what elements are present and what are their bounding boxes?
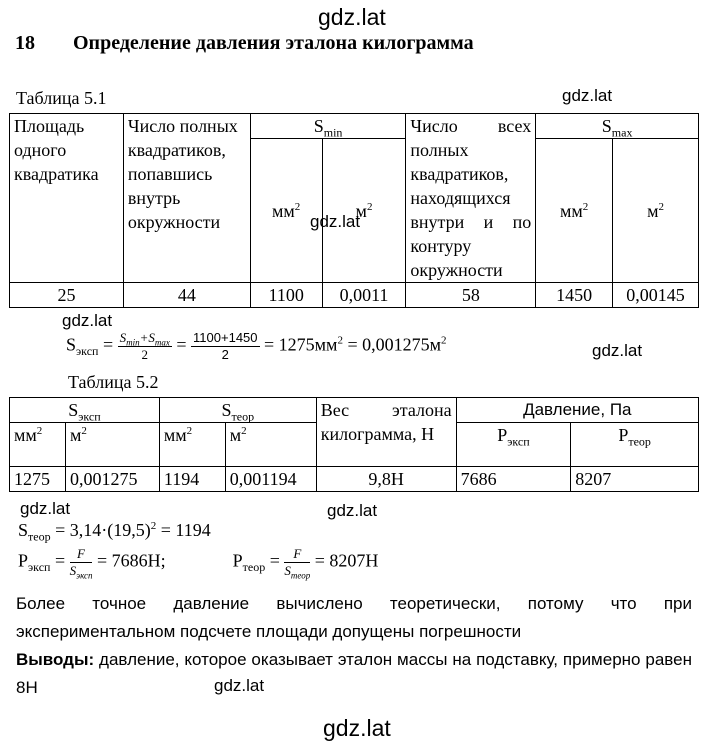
- table-cell: 9,8Н: [316, 467, 456, 492]
- table-cell: 0,00145: [613, 283, 699, 308]
- header-count-inside: Число полных квадратиков, попавшись внутрь окружности: [123, 114, 250, 283]
- watermark: gdz.lat: [327, 501, 378, 520]
- table-cell: 25: [10, 283, 124, 308]
- unit-mm2: $мм^2$: [10, 423, 66, 467]
- table-cell: 0,0011: [322, 283, 406, 308]
- unit-m2: $м^2$: [65, 423, 159, 467]
- formula-pressure: $P_{эксп}$ = $\frac{F}{S_{эксп}}$ = 7686Н; $P_{теор}$ = $\frac{F}{S_{теор}}$ = 8207Н: [18, 546, 379, 581]
- watermark: gdz.lat: [20, 499, 71, 518]
- header-pressure: Давление, Па: [456, 398, 698, 423]
- table-cell: 58: [406, 283, 536, 308]
- header-p-exp: $P_{эксп}$: [456, 423, 571, 467]
- table-cell: 7686: [456, 467, 571, 492]
- header-area: Площадь одного квадратика: [10, 114, 124, 283]
- unit-m2: $м^2$: [613, 139, 699, 283]
- unit-m2: $м^2$: [225, 423, 316, 467]
- unit-mm2: $мм^2$: [159, 423, 225, 467]
- table-cell: 44: [123, 283, 250, 308]
- header-s-teor: $S_{теор}$: [159, 398, 316, 423]
- table-5-2: [9, 397, 699, 492]
- fraction: $\frac{S_{min}+S_{max}}{2}$: [119, 330, 170, 362]
- formula-s-teor: $S_{теор} = 3,14\cdot(19,5)^2 = 1194$: [18, 520, 211, 544]
- table-cell: 1275: [10, 467, 66, 492]
- table1-caption: Таблица 5.1: [16, 88, 107, 108]
- header-s-exp: $S_{эксп}$: [10, 398, 160, 423]
- watermark: gdz.lat: [214, 676, 265, 695]
- watermark-bottom: gdz.lat: [323, 715, 391, 741]
- header-smin: $S_{min}$: [250, 114, 406, 139]
- task-title: Определение давления эталона килограмма: [73, 32, 474, 54]
- table-cell: 8207: [571, 467, 699, 492]
- watermark-top: gdz.lat: [318, 4, 386, 30]
- unit-mm2: $мм^2$: [250, 139, 322, 283]
- header-p-teor: $P_{теор}$: [571, 423, 699, 467]
- conclusion-paragraph: [16, 646, 692, 702]
- watermark: gdz.lat: [592, 341, 643, 360]
- header-count-all: Число всех полных квадратиков, находящихся внутри и по контуру окружности: [406, 114, 536, 283]
- fraction: $\frac{F}{S_{теор}}$: [284, 546, 311, 581]
- table-cell: 0,001194: [225, 467, 316, 492]
- table2-caption: Таблица 5.2: [68, 372, 159, 392]
- table-cell: 1450: [536, 283, 613, 308]
- watermark: gdz.lat: [62, 311, 113, 330]
- task-number: 18: [15, 32, 35, 54]
- conclusion-text: давление, которое оказывает эталон массы на подставку, примерно равен 8Н: [16, 650, 692, 697]
- formula-s-exp: $S_{эксп}$ = $\frac{S_{min}+S_{max}}{2}$ = $\frac{1100+1450}{2}$ = $1275мм^2 = 0,001275м^2$: [66, 330, 447, 362]
- table-cell: 1100: [250, 283, 322, 308]
- unit-mm2: $мм^2$: [536, 139, 613, 283]
- explanation-paragraph: Более точное давление вычислено теоретически, потому что при экспериментальном подсчете площади допущены погрешности: [16, 594, 692, 641]
- header-smax: $S_{max}$: [536, 114, 699, 139]
- table-cell: 1194: [159, 467, 225, 492]
- table-5-1: [9, 113, 699, 308]
- header-weight: Вес эталона килограмма, Н: [316, 398, 456, 467]
- watermark: gdz.lat: [562, 86, 613, 105]
- conclusion-label: Выводы:: [16, 650, 95, 669]
- watermark: gdz.lat: [310, 212, 361, 231]
- fraction: $\frac{1100+1450}{2}$: [193, 330, 258, 362]
- fraction: $\frac{F}{S_{эксп}}$: [69, 546, 93, 581]
- table-cell: 0,001275: [65, 467, 159, 492]
- page-title: [15, 32, 474, 55]
- unit-m2: $м^2$: [322, 139, 406, 283]
